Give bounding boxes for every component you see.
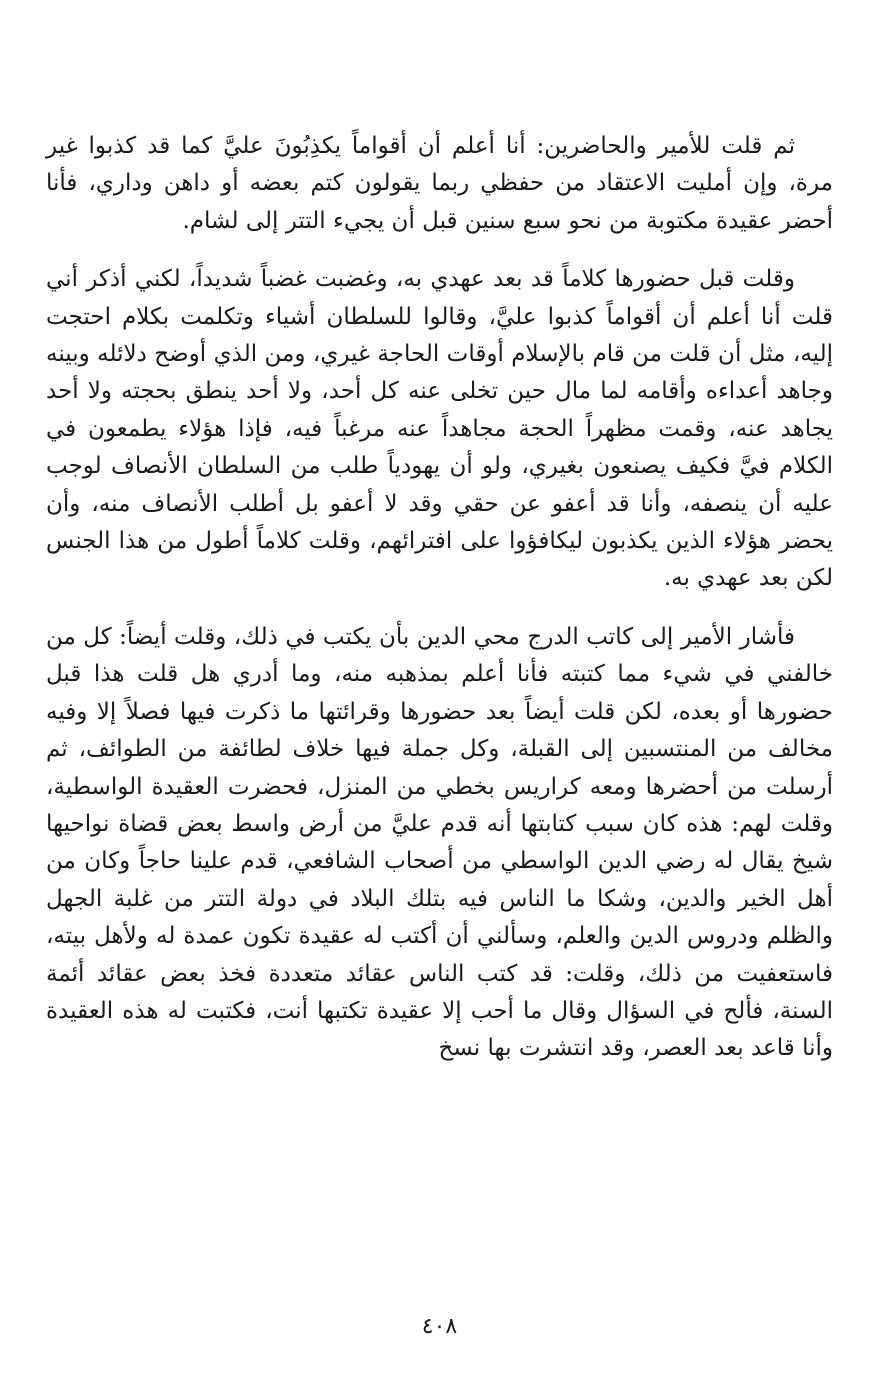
paragraph-2: وقلت قبل حضورها كلاماً قد بعد عهدي به، وغضبت غضباً شديداً، لكني أذكر أني قلت أنا أعلم أن أقواماً كذبوا عليَّ، وقالوا للسلطان أشياء وتكلمت بكلام احتجت إليه، مثل أن قلت من قام بالإسلام أوقات الحاجة غيري، ومن الذي أوضح دلائله وبينه وجاهد أعداءه وأقامه لما مال حين تخلى عنه كل أحد، ولا أحد ينطق بحجته ولا أحد يجاهد عنه، وقمت مظهراً الحجة مجاهداً عنه مرغباً فيه، فإذا هؤلاء يطمعون في الكلام فيَّ فكيف يصنعون بغيري، ولو أن يهودياً طلب من السلطان الأنصاف لوجب عليه أن ينصفه، وأنا قد أعفو عن حقي وقد لا أعفو بل أطلب الأنصاف منه، وأن يحضر هؤلاء الذين يكذبون ليكافؤوا على افترائهم، وقلت كلاماً أطول من هذا الجنس لكن بعد عهدي به.	[46, 266, 833, 592]
body-text	[46, 128, 833, 1068]
paragraph-3: فأشار الأمير إلى كاتب الدرج محي الدين بأن يكتب في ذلك، وقلت أيضاً: كل من خالفني في شيء مما كتبته فأنا أعلم بمذهبه منه، وما أدري هل قلت هذا قبل حضورها أو بعده، لكن قلت أيضاً بعد حضورها وقرائتها ما ذكرت فيها فصلاً إلا وفيه مخالف من المنتسبين إلى القبلة، وكل جملة فيها خلاف لطائفة من الطوائف، ثم أرسلت من أحضرها ومعه كراريس بخطي من المنزل، فحضرت العقيدة الواسطية، وقلت لهم: هذه كان سبب كتابتها أنه قدم عليَّ من أرض واسط بعض قضاة نواحيها شيخ يقال له رضي الدين الواسطي من أصحاب الشافعي، قدم علينا حاجاً وكان من أهل الخير والدين، وشكا ما الناس فيه بتلك البلاد في دولة التتر من غلبة الجهل والظلم ودروس الدين والعلم، وسألني أن أكتب له عقيدة تكون عمدة له ولأهل بيته، فاستعفيت من ذلك، وقلت: قد كتب الناس عقائد متعددة فخذ بعض عقائد أئمة السنة، فألح في السؤال وقال ما أحب إلا عقيدة تكتبها أنت، فكتبت له هذه العقيدة وأنا قاعد بعد العصر، وقد انتشرت بها نسخ	[46, 623, 833, 1062]
page-number: ٤٠٨	[421, 1314, 458, 1339]
paragraph-1: ثم قلت للأمير والحاضرين: أنا أعلم أن أقواماً يكذِبُونَ عليَّ كما قد كذبوا غير مرة، وإن أمليت الاعتقاد من حفظي ربما يقولون كتم بعضه أو داهن وداري، فأنا أحضر عقيدة مكتوبة من نحو سبع سنين قبل أن يجيء التتر إلى لشام.	[46, 133, 833, 234]
